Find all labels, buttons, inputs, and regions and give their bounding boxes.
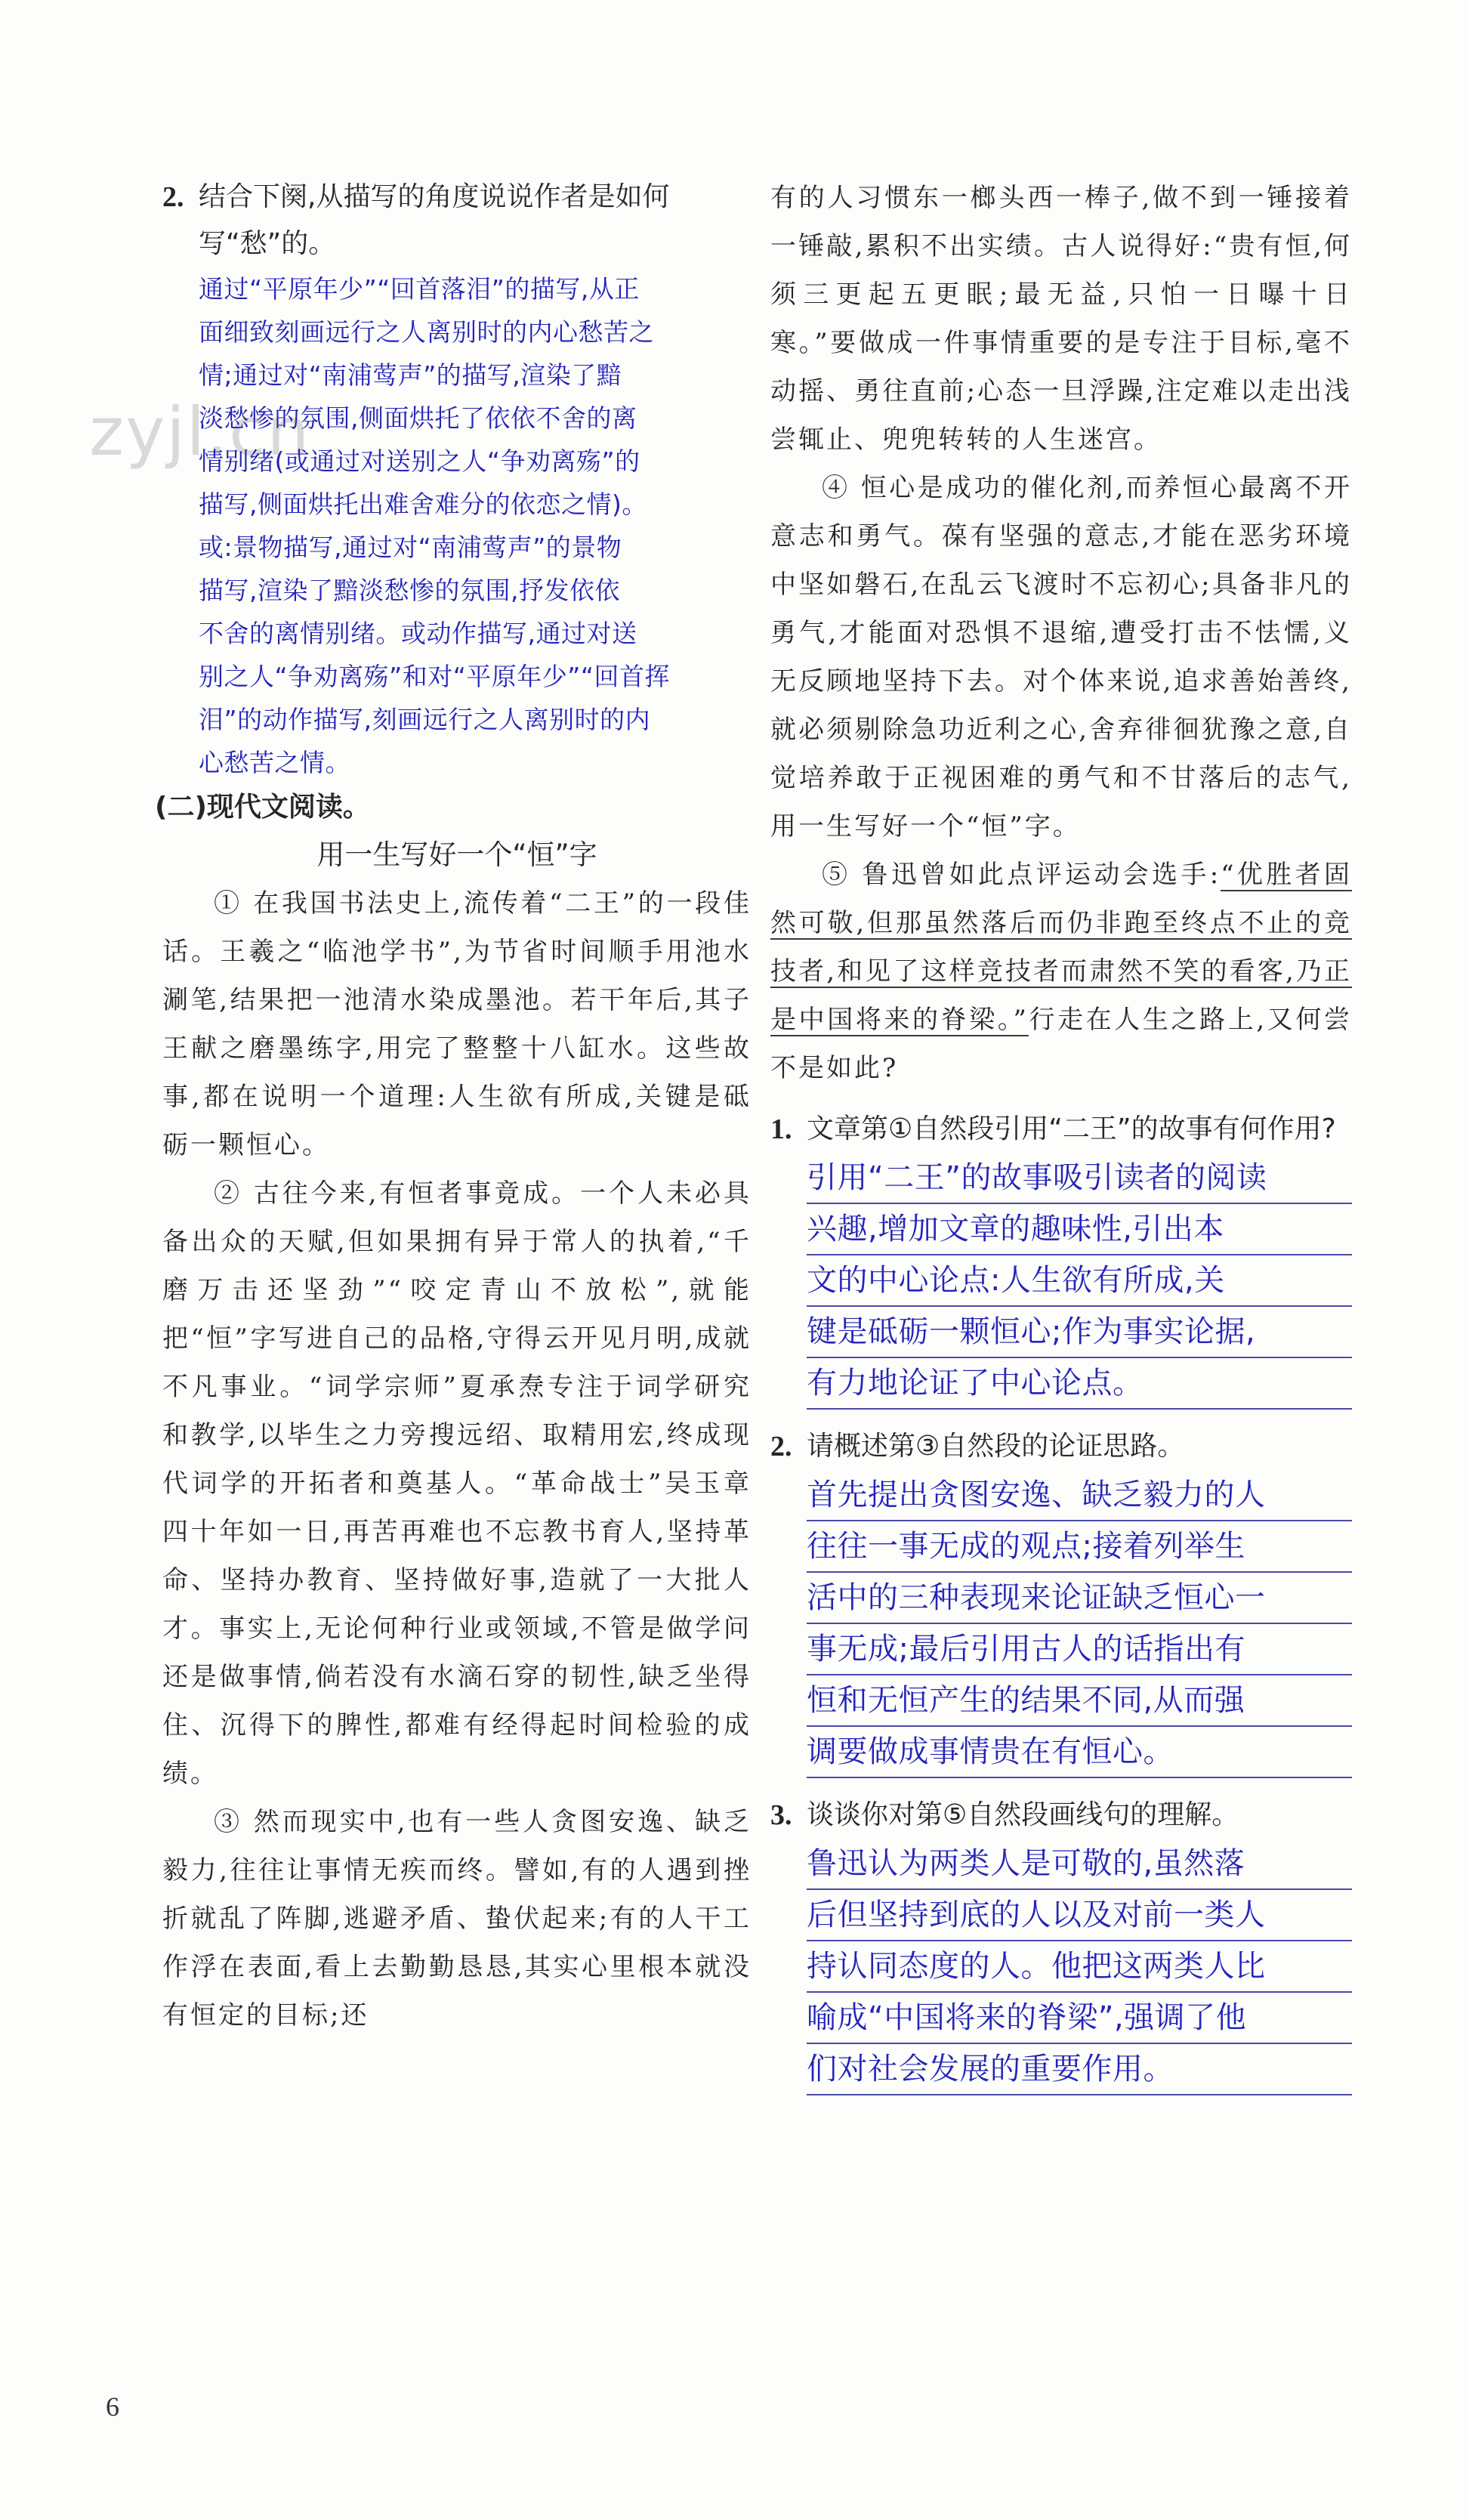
paragraph-5 [770, 851, 1352, 1092]
answer-line: 恒和无恒产生的结果不同,从而强 [807, 1675, 1352, 1727]
question-text: 谈谈你对第⑤自然段画线句的理解。 [807, 1799, 1239, 1830]
answer-line: 面细致刻画远行之人离别时的内心愁苦之 [199, 317, 654, 347]
answer-line: 别之人“争劝离殇”和对“平原年少”“回首挥 [199, 662, 670, 691]
answer-line: 不舍的离情别绪。或动作描写,通过对送 [199, 619, 637, 648]
answer-line: 们对社会发展的重要作用。 [807, 2044, 1352, 2095]
answer-line: 后但坚持到底的人以及对前一类人 [807, 1890, 1352, 1941]
question-1 [770, 1106, 1352, 1153]
question-2-poem [162, 174, 752, 267]
page-number: 6 [106, 2392, 119, 2422]
answer-line: 描写,渲染了黯淡愁惨的氛围,抒发依依 [199, 576, 620, 605]
answer-line: 或:景物描写,通过对“南浦莺声”的景物 [199, 533, 622, 562]
answer-line: 鲁迅认为两类人是可敬的,虽然落 [807, 1839, 1352, 1890]
answer-line: 有力地论证了中心论点。 [807, 1358, 1352, 1410]
answer-line: 持认同态度的人。他把这两类人比 [807, 1941, 1352, 1993]
paragraph-2: ② 古往今来,有恒者事竟成。一个人未必具备出众的天赋,但如果拥有异于常人的执着,“千磨万击还坚劲”“咬定青山不放松”,就能把“恒”字写进自己的品格,守得云开见月明,成就不凡事业。“词学宗师”夏承焘专注于词学研究和教学,以毕生之力旁搜远绍、取精用宏,终成现代词学的开拓者和奠基人。“革命战士”吴玉章四十年如一日,再苦再难也不忘教书育人,坚持革命、坚持办教育、坚持做好事,造就了一大批人才。事实上,无论何种行业或领域,不管是做学问还是做事情,倘若没有水滴石穿的韧性,缺乏坐得住、沉得下的脾性,都难有经得起时间检验的成绩。 [162, 1178, 752, 1789]
paragraph-3-end: 有的人习惯东一榔头西一棒子,做不到一锤接着一锤敲,累积不出实绩。古人说得好:“贵有恒,何须三更起五更眠;最无益,只怕一日曝十日寒。”要做成一件事情重要的是专注于目标,毫不动摇、勇往直前;心态一旦浮躁,注定难以走出浅尝辄止、兜兜转转的人生迷宫。 [770, 183, 1352, 455]
answer-line: 描写,侧面烘托出难舍难分的依恋之情)。 [199, 489, 647, 519]
answer-line: 活中的三种表现来论证缺乏恒心一 [807, 1573, 1352, 1624]
question-text: 文章第①自然段引用“二王”的故事有何作用? [807, 1113, 1336, 1144]
answer-line: 淡愁惨的氛围,侧面烘托了依依不舍的离 [199, 403, 637, 433]
question-number: 3. [770, 1799, 792, 1831]
article-body-right [770, 174, 1352, 1092]
article-body-left [162, 879, 752, 2040]
watermark: zyjl.cn [89, 393, 311, 471]
question-2 [770, 1423, 1352, 1470]
question-number: 1. [770, 1113, 792, 1145]
answer-line: 首先提出贪图安逸、缺乏毅力的人 [807, 1470, 1352, 1521]
answer-line: 喻成“中国将来的脊梁”,强调了他 [807, 1993, 1352, 2044]
answer-line: 调要做成事情贵在有恒心。 [807, 1727, 1352, 1778]
paragraph-1: ① 在我国书法史上,流传着“二王”的一段佳话。王羲之“临池学书”,为节省时间顺手用池水涮笔,结果把一池清水染成墨池。若干年后,其子王献之磨墨练字,用完了整整十八缸水。这些故事,都在说明一个道理:人生欲有所成,关键是砥砺一颗恒心。 [162, 888, 752, 1160]
answer-line: 事无成;最后引用古人的话指出有 [807, 1624, 1352, 1675]
answer-line: 键是砥砺一颗恒心;作为事实论据, [807, 1307, 1352, 1358]
paragraph-3-start: ③ 然而现实中,也有一些人贪图安逸、缺乏毅力,往往让事情无疾而终。譬如,有的人遇到挫折就乱了阵脚,逃避矛盾、蛰伏起来;有的人干工作浮在表面,看上去勤勤恳恳,其实心里根本就没有恒定的目标;还 [162, 1807, 752, 2031]
answer-line: 引用“二王”的故事吸引读者的阅读 [807, 1153, 1352, 1204]
underlined-quote: “优胜者固然可敬,但那虽然落后而仍非跑至终点不止的竞技者,和见了这样竞技者而肃然不笑的看客,乃正是中国将来的脊梁。” [770, 860, 1352, 1035]
answer-q3 [807, 1839, 1352, 2095]
right-column [770, 174, 1352, 2095]
answer-line: 往往一事无成的观点;接着列举生 [807, 1521, 1352, 1573]
answer-line: 兴趣,增加文章的趣味性,引出本 [807, 1204, 1352, 1255]
answer-line: 心愁苦之情。 [199, 748, 350, 777]
answer-line: 通过“平原年少”“回首落泪”的描写,从正 [199, 274, 640, 304]
question-text: 结合下阕,从描写的角度说说作者是如何写“愁”的。 [199, 181, 670, 259]
answer-line: 文的中心论点:人生欲有所成,关 [807, 1255, 1352, 1307]
question-text: 请概述第③自然段的论证思路。 [807, 1431, 1185, 1462]
answer-line: 泪”的动作描写,刻画远行之人离别时的内 [199, 705, 651, 734]
paragraph-4: ④ 恒心是成功的催化剂,而养恒心最离不开意志和勇气。葆有坚强的意志,才能在恶劣环境中坚如磐石,在乱云飞渡时不忘初心;具备非凡的勇气,才能面对恐惧不退缩,遭受打击不怯懦,义无反顾地坚持下去。对个体来说,追求善始善终,就必须剔除急功近利之心,舍弃徘徊犹豫之意,自觉培养敢于正视困难的勇气和不甘落后的志气,用一生写好一个“恒”字。 [770, 473, 1352, 842]
question-number: 2. [770, 1431, 792, 1462]
paragraph-5-lead: ⑤ 鲁迅曾如此点评运动会选手: [822, 860, 1221, 890]
question-3 [770, 1792, 1352, 1839]
question-number: 2. [162, 181, 184, 213]
answer-line: 情;通过对“南浦莺声”的描写,渲染了黯 [199, 360, 622, 390]
answer-q2-poem [199, 267, 752, 784]
answer-q1 [807, 1153, 1352, 1410]
answer-line: 情别绪(或通过对送别之人“争劝离殇”的 [199, 446, 640, 476]
left-column [155, 174, 752, 2040]
section-title: (二)现代文阅读。 [155, 792, 370, 823]
paragraph-5-tail: 行走在人生之路上,又何尝不是如此? [770, 1005, 1352, 1083]
answer-q2 [807, 1470, 1352, 1778]
article-title: 用一生写好一个“恒”字 [316, 838, 597, 871]
